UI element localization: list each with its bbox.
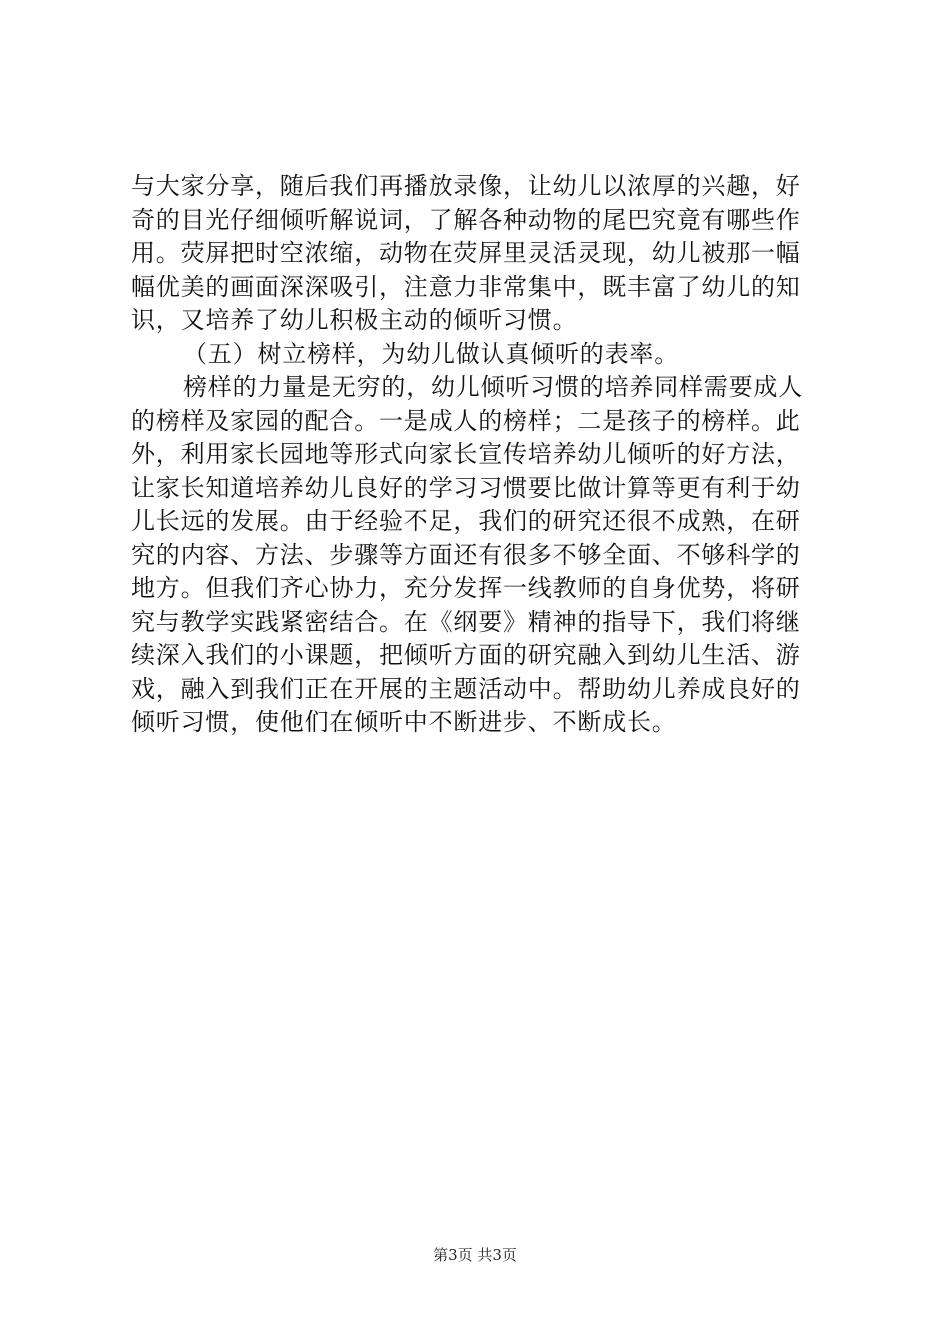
paragraph-line: 儿长远的发展。由于经验不足，我们的研究还很不成熟，在研 — [131, 507, 801, 535]
paragraph-line: 究与教学实践紧密结合。在《纲要》精神的指导下，我们将继 — [131, 607, 801, 636]
paragraph — [131, 371, 831, 740]
paragraph-line: 地方。但我们齐心协力，充分发挥一线教师的自身优势，将研 — [131, 574, 801, 602]
paragraph-line: 的榜样及家园的配合。一是成人的榜样；二是孩子的榜样。此 — [131, 406, 801, 435]
paragraph-line: 奇的目光仔细倾听解说词，了解各种动物的尾巴究竟有哪些作 — [131, 205, 801, 234]
paragraph-line: 与大家分享，随后我们再播放录像，让幼儿以浓厚的兴趣，好 — [131, 172, 801, 200]
paragraph — [131, 338, 831, 372]
paragraph-line: 幅优美的画面深深吸引，注意力非常集中，既丰富了幼儿的知 — [131, 272, 801, 301]
paragraph-line: 续深入我们的小课题，把倾听方面的研究融入到幼儿生活、游 — [131, 641, 801, 669]
paragraph — [131, 170, 831, 338]
paragraph-line: 倾听习惯，使他们在倾听中不断进步、不断成长。 — [131, 708, 677, 736]
paragraph-line: 外，利用家长园地等形式向家长宣传培养幼儿倾听的好方法， — [131, 440, 801, 468]
paragraph-line: 让家长知道培养幼儿良好的学习习惯要比做计算等更有利于幼 — [131, 473, 801, 502]
document-body — [131, 170, 831, 740]
paragraph-line: 戏，融入到我们正在开展的主题活动中。帮助幼儿养成良好的 — [131, 674, 801, 703]
paragraph-line: （五）树立榜样，为幼儿做认真倾听的表率。 — [183, 339, 679, 368]
paragraph-line: 究的内容、方法、步骤等方面还有很多不够全面、不够科学的 — [131, 540, 801, 569]
paragraph-line: 榜样的力量是无穷的，幼儿倾听习惯的培养同样需要成人 — [183, 373, 803, 401]
paragraph-line: 用。荧屏把时空浓缩，动物在荧屏里灵活灵现，幼儿被那一幅 — [131, 239, 801, 267]
paragraph-line: 识，又培养了幼儿积极主动的倾听习惯。 — [131, 306, 578, 334]
page-footer: 第3页 共3页 — [433, 1246, 517, 1264]
